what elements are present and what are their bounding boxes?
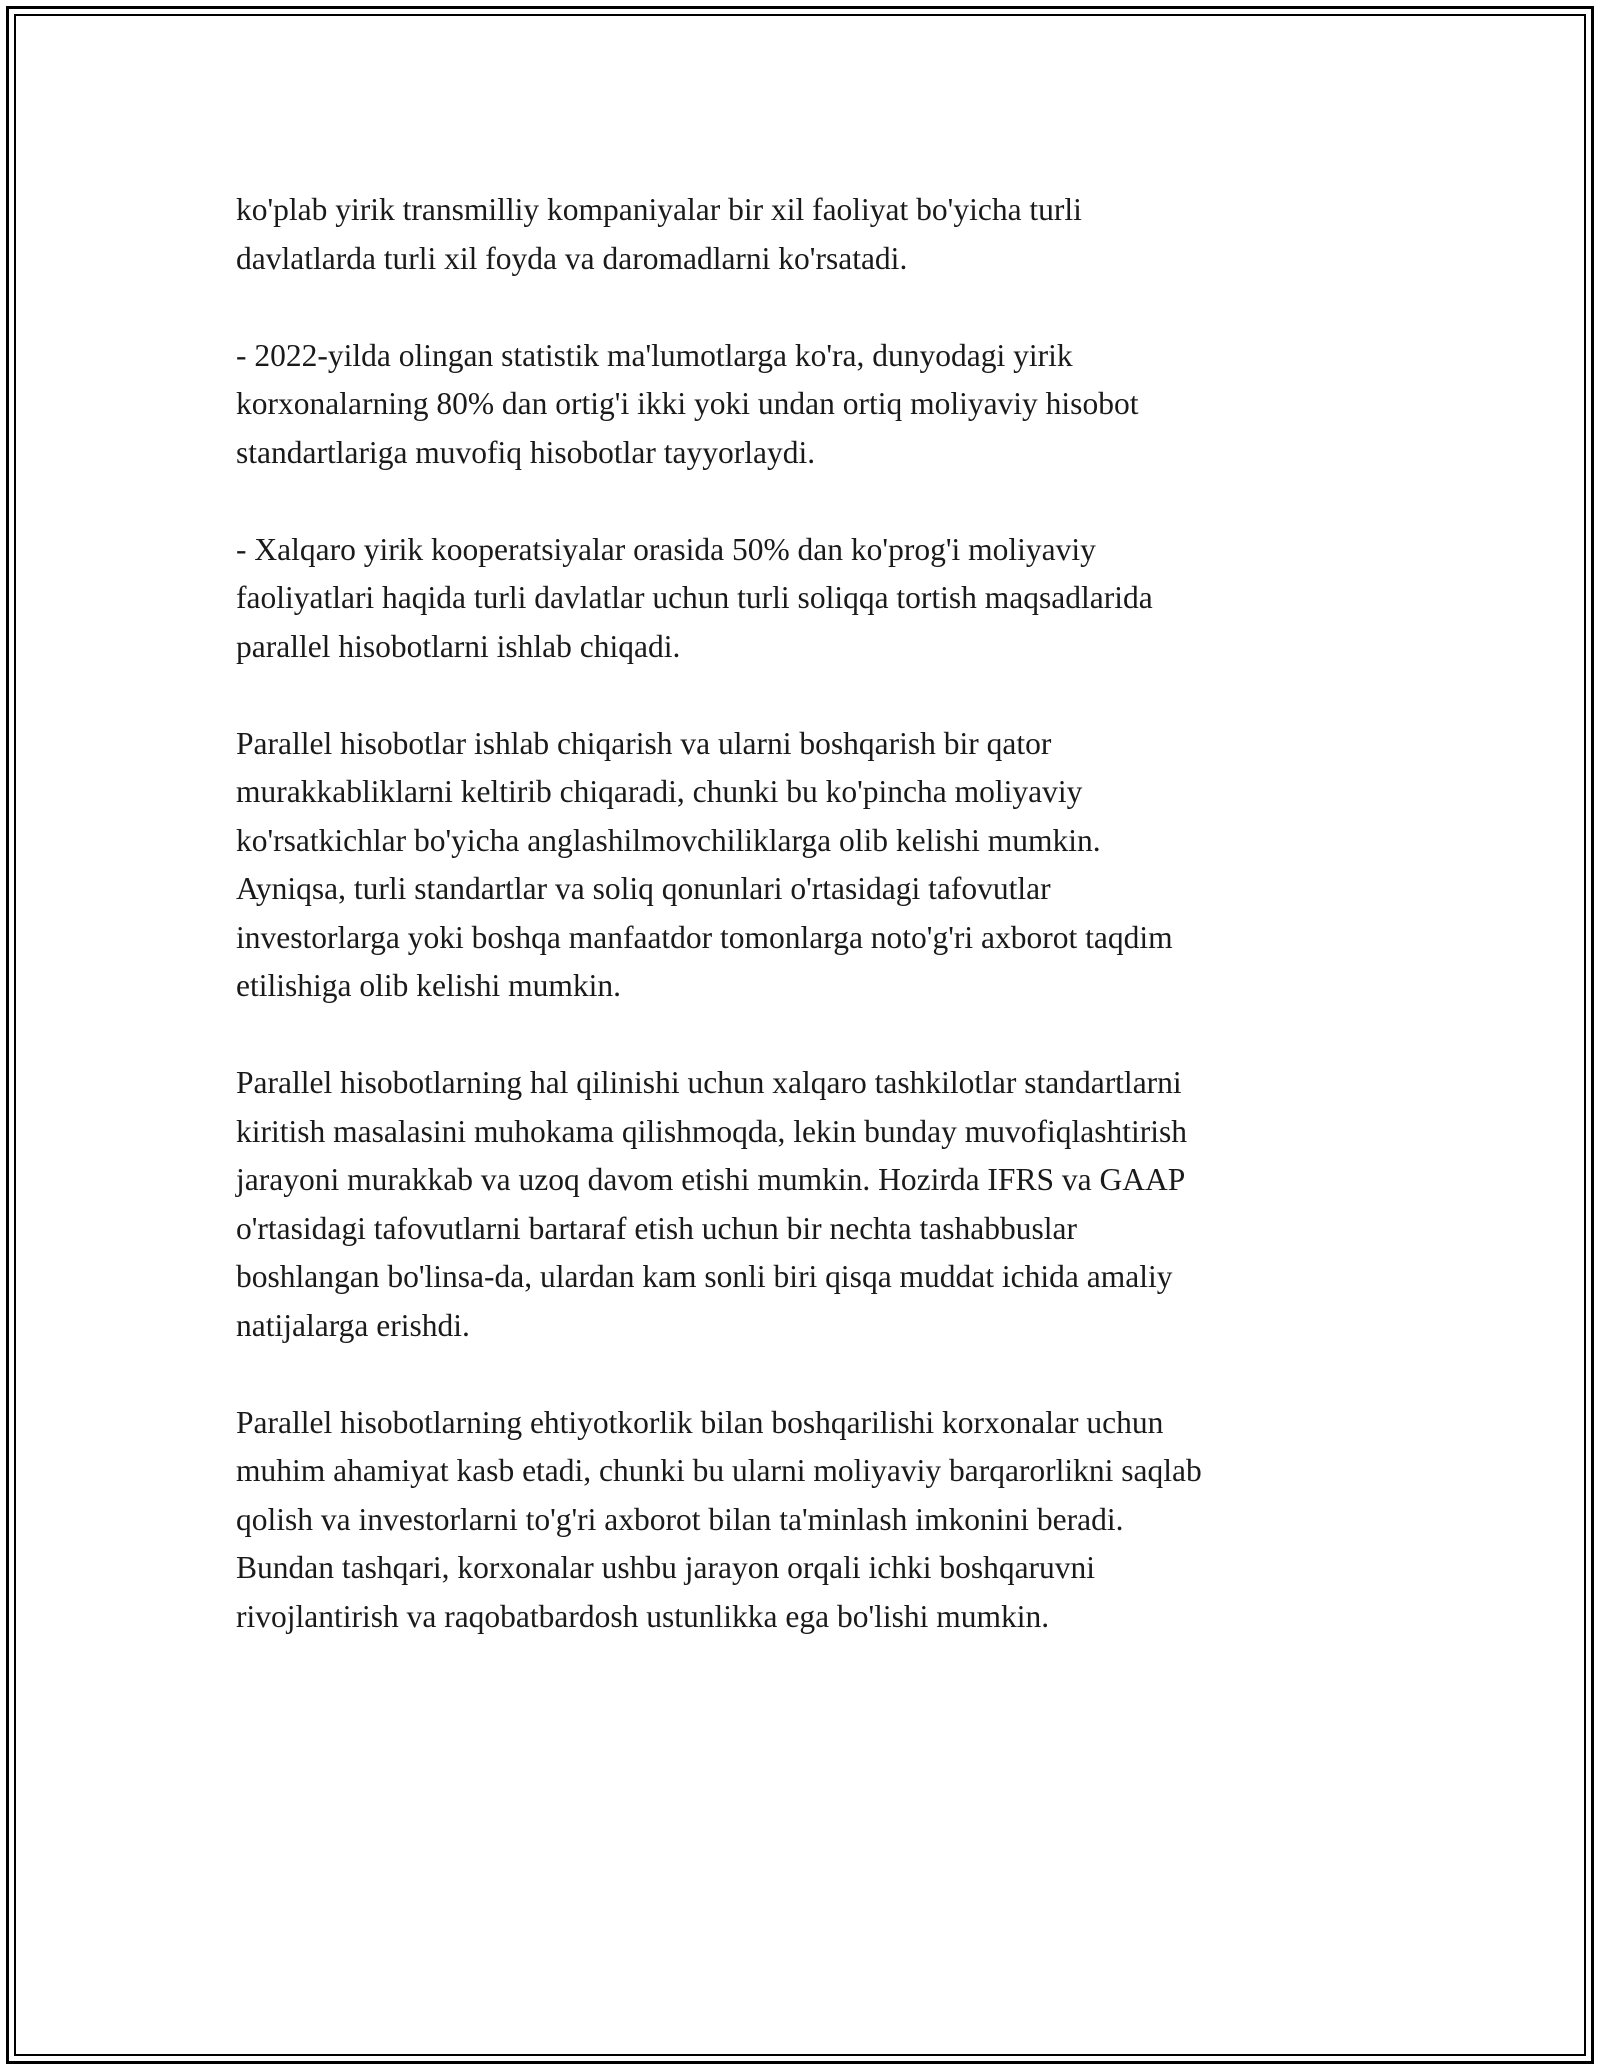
paragraph: - 2022-yilda olingan statistik ma'lumotlarga ko'ra, dunyodagi yirik korxonalarning 80% dan ortig'i ikki yoki undan ortiq moliyaviy hisobot standartlariga muvofiq hisobotlar tayyorlaydi. xyxy=(236,337,1139,470)
paragraph: Parallel hisobotlar ishlab chiqarish va ularni boshqarish bir qator murakkabliklarni keltirib chiqaradi, chunki bu ko'pincha moliyaviy ko'rsatkichlar bo'yicha anglashilmovchiliklarga olib kelishi mumkin. Ayniqsa, turli standartlar va soliq qonunlari o'rtasidagi tafovutlar investorlarga yoki boshqa manfaatdor tomonlarga noto'g'ri axborot taqdim etilishiga olib kelishi mumkin. xyxy=(236,725,1173,1003)
paragraph: Parallel hisobotlarning ehtiyotkorlik bilan boshqarilishi korxonalar uchun muhim ahamiyat kasb etadi, chunki bu ularni moliyaviy barqarorlikni saqlab qolish va investorlarni to'g'ri axborot bilan ta'minlash imkonini beradi. Bundan tashqari, korxonalar ushbu jarayon orqali ichki boshqaruvni rivojlantirish va raqobatbardosh ustunlikka ega bo'lishi mumkin. xyxy=(236,1404,1202,1634)
document-body xyxy=(236,186,1376,1690)
paragraph: Parallel hisobotlarning hal qilinishi uchun xalqaro tashkilotlar standartlarni kiritish masalasini muhokama qilishmoqda, lekin bunday muvofiqlashtirish jarayoni murakkab va uzoq davom etishi mumkin. Hozirda IFRS va GAAP o'rtasidagi tafovutlarni bartaraf etish uchun bir nechta tashabbuslar boshlangan bo'linsa-da, ulardan kam sonli biri qisqa muddat ichida amaliy natijalarga erishdi. xyxy=(236,1065,1188,1343)
paragraph: ko'plab yirik transmilliy kompaniyalar bir xil faoliyat bo'yicha turli davlatlarda turli xil foyda va daromadlarni ko'rsatadi. xyxy=(236,192,1082,276)
paragraph: - Xalqaro yirik kooperatsiyalar orasida 50% dan ko'prog'i moliyaviy faoliyatlari haqida turli davlatlar uchun turli soliqqa tortish maqsadlarida parallel hisobotlarni ishlab chiqadi. xyxy=(236,531,1153,664)
